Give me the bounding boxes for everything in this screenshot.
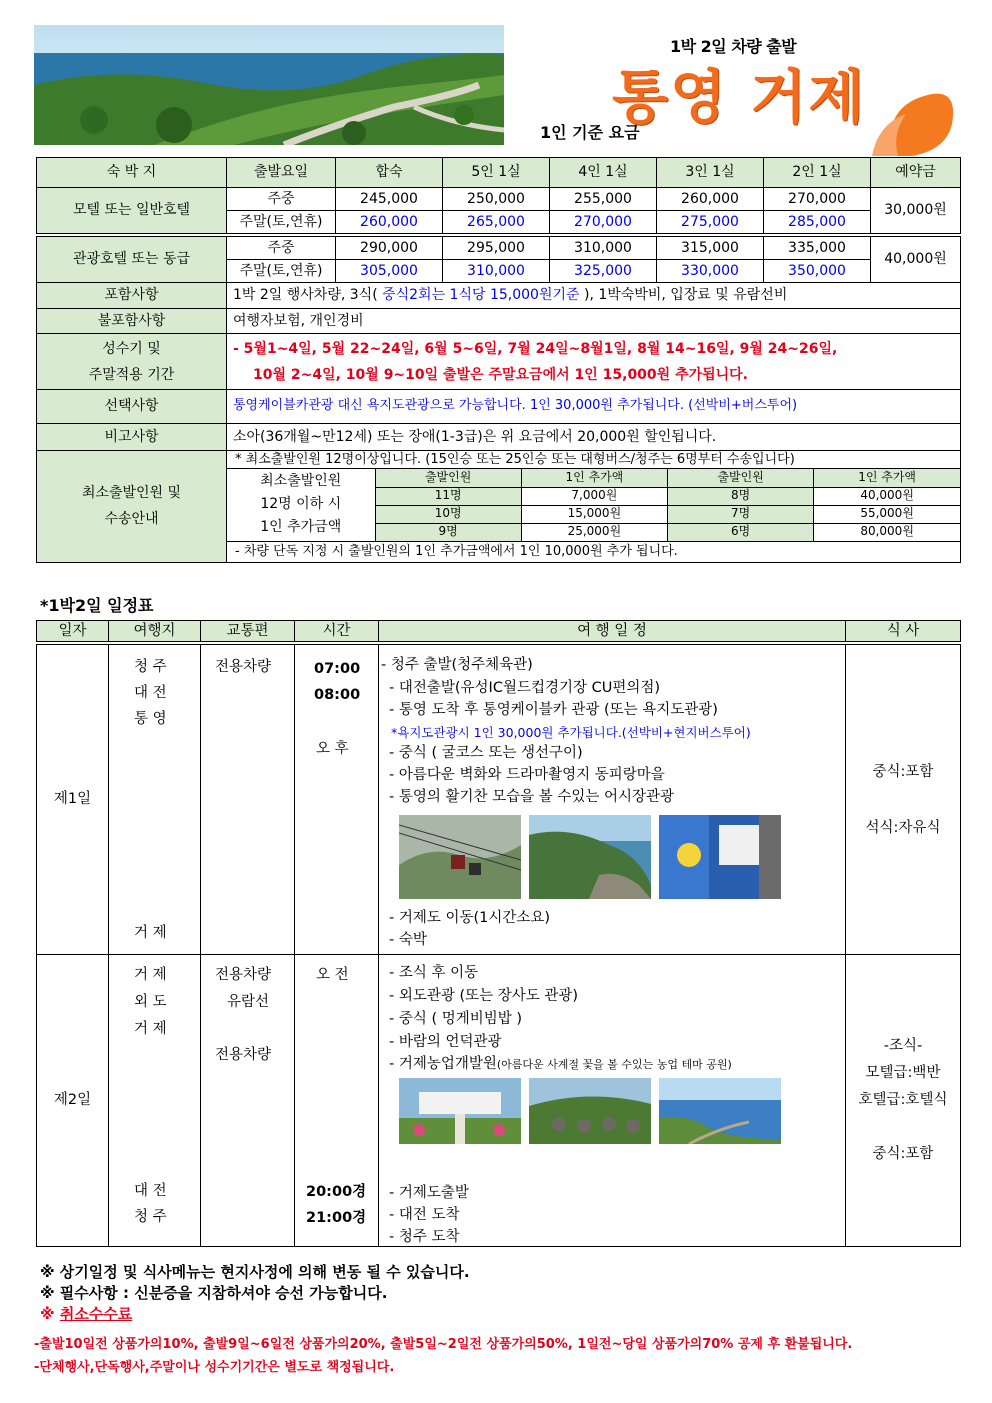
exclude-row	[37, 309, 961, 334]
price-cell: 265,000	[443, 211, 550, 234]
orange-swoosh-decoration	[862, 84, 958, 156]
price-cell: 325,000	[550, 260, 657, 283]
day1-label: 제1일	[37, 645, 109, 955]
price-cell: 255,000	[550, 188, 657, 211]
peak-row	[37, 334, 961, 390]
surcharge-cell: 6명	[668, 523, 814, 541]
surcharge-label-line: 1인 추가금액	[260, 519, 342, 536]
weekend-label: 주말(토,연휴)	[227, 211, 336, 234]
price-cell: 275,000	[657, 211, 764, 234]
surcharge-cell: 25,000원	[521, 523, 667, 541]
price-row-motel-weekday	[37, 188, 961, 211]
hero-photo-coastal-road	[34, 25, 504, 145]
schedule-header-row	[37, 621, 961, 642]
meal: 중식:포함	[872, 1146, 934, 1162]
meal: 호텔급:호텔식	[858, 1092, 948, 1108]
place: 대 전	[134, 1183, 167, 1199]
place: 거 제	[134, 925, 167, 941]
surcharge-label	[227, 469, 375, 541]
deposit-hotel: 40,000원	[871, 237, 961, 283]
meal-spacer	[846, 1114, 960, 1141]
price-cell: 310,000	[443, 260, 550, 283]
price-cell: 285,000	[764, 211, 871, 234]
surcharge-cell: 8명	[668, 487, 814, 505]
header-destination: 여행지	[109, 621, 201, 642]
option-label: 선택사항	[37, 390, 227, 424]
price-cell: 350,000	[764, 260, 871, 283]
transport: 전용차량	[215, 967, 272, 983]
surcharge-cell: 40,000원	[814, 487, 960, 505]
itinerary-item: - 대전출발(유성IC월드컵경기장 CU편의점)	[389, 680, 661, 696]
time: 오 후	[316, 741, 349, 757]
price-cell: 330,000	[657, 260, 764, 283]
day1-itinerary	[379, 645, 846, 955]
place: 청 주	[134, 1209, 167, 1225]
price-header-row	[37, 158, 961, 188]
cancel-fee-title	[40, 1304, 470, 1325]
peak-line: - 5월1~4일, 5월 22~24일, 6월 5~6일, 7월 24일~8월1일, 8월 14~16일, 9월 24~26일,	[233, 340, 838, 357]
mural-village-photo	[659, 815, 781, 899]
min-label-line: 최소출발인원 및	[81, 485, 182, 502]
day2-places	[109, 955, 201, 1247]
deposit-motel: 30,000원	[871, 188, 961, 234]
price-cell: 310,000	[550, 237, 657, 260]
exclude-text: 여행자보험, 개인경비	[227, 309, 961, 334]
time: 오 전	[316, 967, 349, 983]
header-itinerary: 여 행 일 정	[379, 621, 846, 642]
place: 거 제	[134, 967, 167, 983]
surcharge-cell: 7명	[668, 505, 814, 523]
header-shared: 합숙	[336, 158, 443, 188]
note: ※ 필수사항 : 신분증을 지참하셔야 승선 가능합니다.	[40, 1284, 388, 1302]
place: 통 영	[134, 711, 167, 727]
day1-meals	[846, 645, 961, 955]
meal: 석식:자유식	[865, 819, 941, 836]
surcharge-cell: 55,000원	[814, 505, 960, 523]
itinerary-item: - 통영 도착 후 통영케이블카 관광 (또는 욕지도관광)	[389, 702, 718, 718]
surcharge-label-line: 12명 이하 시	[260, 496, 342, 513]
surcharge-header-row	[227, 469, 960, 487]
remark-label: 비고사항	[37, 424, 227, 451]
header-time: 시간	[295, 621, 379, 642]
itinerary-item: - 대전 도착	[389, 1207, 460, 1223]
itinerary-item: - 외도관광 (또는 장사도 관광)	[389, 988, 579, 1004]
option-text: 통영케이블카관광 대신 욕지도관광으로 가능합니다. 1인 30,000원 추가됩니다. (선박비+버스투어)	[227, 390, 961, 424]
weekday-label: 주중	[227, 188, 336, 211]
price-cell: 270,000	[550, 211, 657, 234]
peak-label-line: 성수기 및	[102, 340, 161, 357]
place: 대 전	[134, 685, 167, 701]
surcharge-table	[227, 469, 960, 542]
day1-places	[109, 645, 201, 955]
transport: 전용차량	[215, 1047, 272, 1063]
transport: 전용차량	[215, 659, 272, 675]
header-meals: 식 사	[846, 621, 961, 642]
note: ※ 상기일정 및 식사메뉴는 현지사정에 의해 변동 될 수 있습니다.	[40, 1263, 470, 1281]
min-footer: - 차량 단독 지정 시 출발인원의 1인 추가금액에서 1인 10,000원 추가 됩니다.	[235, 543, 678, 559]
garden-photo	[399, 1078, 521, 1162]
meal: 모텔급:백반	[865, 1065, 941, 1081]
day2-label: 제2일	[37, 955, 109, 1247]
surcharge-label-line: 최소출발인원	[260, 473, 342, 490]
min-label-line: 수송안내	[104, 511, 159, 528]
meal: 중식:포함	[872, 763, 934, 780]
header-transport: 교통편	[201, 621, 295, 642]
remark-row	[37, 424, 961, 451]
day2-itinerary	[379, 955, 846, 1247]
itinerary-item: - 조식 후 이동	[389, 965, 479, 981]
day1-times	[295, 645, 379, 955]
day1-row	[37, 645, 961, 955]
itinerary-item: - 바람의 언덕관광	[389, 1034, 502, 1050]
accommodation-motel: 모텔 또는 일반호텔	[37, 188, 227, 234]
include-text-b: ), 1박숙박비, 입장료 및 유람선비	[583, 287, 788, 304]
price-basis-label: 1인 기준 요금	[540, 123, 640, 142]
itinerary-item: - 청주 출발(청주체육관)	[381, 657, 533, 673]
weekend-label: 주말(토,연휴)	[227, 260, 336, 283]
time: 20:00경	[306, 1184, 367, 1200]
min-row	[37, 451, 961, 563]
peak-text	[227, 334, 961, 390]
place: 거 제	[134, 1021, 167, 1037]
day2-meals	[846, 955, 961, 1247]
include-label: 포함사항	[37, 283, 227, 309]
price-cell: 295,000	[443, 237, 550, 260]
option-row	[37, 390, 961, 424]
header-5-per-room: 5인 1실	[443, 158, 550, 188]
surcharge-cell: 15,000원	[521, 505, 667, 523]
header-date: 일자	[37, 621, 109, 642]
include-text-lunch: 중식2회는 1식당 15,000원기준	[377, 287, 584, 304]
itinerary-item: - 중식 ( 멍게비빔밥 )	[389, 1011, 523, 1027]
time: 07:00	[314, 661, 361, 677]
sculpture-garden-photo	[529, 1078, 651, 1144]
header-2-per-room: 2인 1실	[764, 158, 871, 188]
header-accommodation: 숙 박 지	[37, 158, 227, 188]
header-subtitle: 1박 2일 차량 출발	[670, 37, 797, 56]
cable-car-photo	[399, 815, 521, 899]
itinerary-item-text: - 거제농업개발원	[389, 1056, 497, 1072]
surcharge-cell: 7,000원	[521, 487, 667, 505]
weekday-label: 주중	[227, 237, 336, 260]
peak-label-line: 주말적용 기간	[88, 366, 175, 383]
price-table	[36, 157, 961, 563]
day1-transport	[201, 645, 295, 955]
itinerary-item: - 아름다운 벽화와 드라마촬영지 동피랑마을	[389, 767, 665, 783]
surcharge-header: 출발인원	[375, 469, 521, 487]
meal-spacer	[846, 786, 960, 814]
price-cell: 260,000	[657, 188, 764, 211]
itinerary-item: - 숙박	[389, 932, 427, 948]
itinerary-item: - 통영의 활기찬 모습을 볼 수있는 어시장관광	[389, 789, 675, 805]
include-text-a: 1박 2일 행사차량, 3식(	[233, 287, 378, 304]
header-3-per-room: 3인 1실	[657, 158, 764, 188]
schedule-table	[36, 620, 961, 1247]
place: 외 도	[134, 994, 167, 1010]
itinerary-item: - 거제도출발	[389, 1185, 469, 1201]
header-4-per-room: 4인 1실	[550, 158, 657, 188]
surcharge-cell: 80,000원	[814, 523, 960, 541]
surcharge-header: 1인 추가액	[814, 469, 960, 487]
place: 청 주	[134, 659, 167, 675]
price-cell: 245,000	[336, 188, 443, 211]
time: 08:00	[314, 687, 361, 703]
time: 21:00경	[306, 1210, 367, 1226]
price-row-hotel-weekday	[37, 237, 961, 260]
min-note: * 최소출발인원 12명이상입니다. (15인승 또는 25인승 또는 대형버스/청주는 6명부터 수송입니다)	[227, 451, 960, 469]
notes	[40, 1262, 470, 1325]
price-cell: 315,000	[657, 237, 764, 260]
cancel-title-text: 취소수수료	[59, 1305, 133, 1323]
windy-hill-photo	[659, 1078, 781, 1144]
remark-text: 소아(36개월~만12세) 또는 장애(1-3급)은 위 요금에서 20,000원 할인됩니다.	[227, 424, 961, 451]
cancel-line: -출발10일전 상품가의10%, 출발9일~6일전 상품가의20%, 출발5일~2일전 상품가의50%, 1일전~당일 상품가의70% 공제 후 환불됩니다.	[34, 1337, 853, 1352]
coast-photo	[529, 815, 651, 899]
surcharge-cell: 11명	[375, 487, 521, 505]
cancel-line: -단체행사,단독행사,주말이나 성수기기간은 별도로 책정됩니다.	[34, 1360, 395, 1375]
itinerary-item: - 청주 도착	[389, 1229, 460, 1245]
itinerary-item	[389, 1056, 732, 1073]
surcharge-header: 1인 추가액	[521, 469, 667, 487]
surcharge-cell: 9명	[375, 523, 521, 541]
accommodation-hotel: 관광호텔 또는 동급	[37, 237, 227, 283]
itinerary-item: - 거제도 이동(1시간소요)	[389, 910, 551, 926]
day2-times	[295, 955, 379, 1247]
day2-transport	[201, 955, 295, 1247]
itinerary-item-note: (아름다운 사계절 꽃을 볼 수있는 농업 테마 공원)	[496, 1058, 732, 1071]
price-cell: 335,000	[764, 237, 871, 260]
peak-label	[37, 334, 227, 390]
itinerary-item: - 중식 ( 굴코스 또는 생선구이)	[389, 745, 583, 761]
price-cell: 290,000	[336, 237, 443, 260]
include-text	[227, 283, 961, 309]
itinerary-note: *욕지도관광시 1인 30,000원 추가됩니다.(선박비+현지버스투어)	[391, 725, 751, 740]
peak-line: 10월 2~4일, 10월 9~10일 출발은 주말요금에서 1인 15,000원 추가됩니다.	[253, 366, 749, 383]
day2-row	[37, 955, 961, 1247]
header-title: 통영 거제	[612, 63, 867, 131]
price-cell: 250,000	[443, 188, 550, 211]
cancel-policy	[34, 1333, 852, 1379]
exclude-label: 불포함사항	[37, 309, 227, 334]
header-deposit: 예약금	[871, 158, 961, 188]
surcharge-header: 출발인원	[668, 469, 814, 487]
price-cell: 260,000	[336, 211, 443, 234]
min-info	[227, 451, 961, 563]
transport: 유람선	[227, 994, 270, 1010]
header-departure-day: 출발요일	[227, 158, 336, 188]
cancel-mark: ※	[40, 1305, 55, 1323]
min-label	[37, 451, 227, 563]
price-cell: 305,000	[336, 260, 443, 283]
schedule-title: *1박2일 일정표	[40, 596, 154, 615]
price-cell: 270,000	[764, 188, 871, 211]
meal: -조식-	[883, 1038, 923, 1054]
surcharge-cell: 10명	[375, 505, 521, 523]
include-row	[37, 283, 961, 309]
